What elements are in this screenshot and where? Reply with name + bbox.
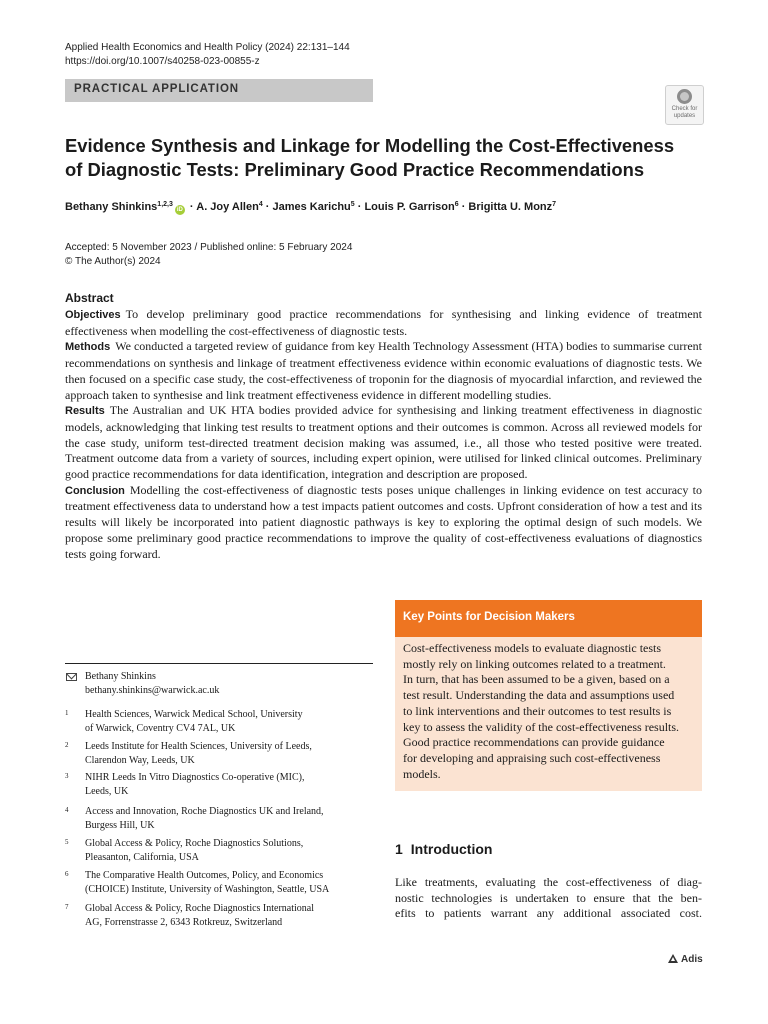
key-points-line: In turn, that has been assumed to be a given, based on a <box>403 672 670 687</box>
check-for-updates-icon <box>677 89 692 104</box>
author-list <box>65 201 556 215</box>
author-separator: · <box>354 201 365 213</box>
abstract-section-text: To develop preliminary good practice recommendations for synthesising and linking evidence of treatment effectiveness when modelling the cost-effectiveness of diagnostic tests. <box>65 307 702 338</box>
affiliation-number: 4 <box>65 806 69 814</box>
introduction-text <box>395 875 702 922</box>
abstract-section-text: Modelling the cost-effectiveness of diagnostic tests poses unique challenges in linking evidence on test accuracy to treatment effectiveness data to understand how a test impacts patient outcomes and costs. Upfront consideration of how a test and its results will likely be incorporated into patient diagnostic pathways is key to exploring the optimal design of such models. We propose some preliminary good practice recommendations to improve the quality of cost-effectiveness evaluations of diagnostics tests going forward. <box>65 482 702 561</box>
key-points-box <box>395 600 702 791</box>
publisher-logo <box>668 954 703 965</box>
author-affiliation-marks: 7 <box>552 201 557 208</box>
key-points-text <box>403 641 695 782</box>
copyright-notice: © The Author(s) 2024 <box>65 256 161 267</box>
affiliation-number: 2 <box>65 741 69 749</box>
title-line-2: of Diagnostic Tests: Preliminary Good Practice Recommendations <box>65 159 645 180</box>
author-separator: · <box>186 201 197 213</box>
affiliation-number: 1 <box>65 709 69 717</box>
abstract-methods <box>65 339 702 403</box>
abstract-section-label: Objectives <box>65 309 121 321</box>
key-points-title: Key Points for Decision Makers <box>403 611 575 623</box>
author-separator: · <box>262 201 273 213</box>
section-title: Introduction <box>410 841 493 857</box>
check-for-updates-badge[interactable] <box>665 85 704 125</box>
orcid-icon[interactable]: iD <box>176 207 183 213</box>
affiliation-number: 7 <box>65 903 69 911</box>
author-name[interactable]: Bethany Shinkins <box>65 201 158 213</box>
body-line: efits to patients warrant any additional associated cost. <box>395 906 702 921</box>
publication-dates <box>65 241 352 269</box>
check-for-updates-label: Check for updates <box>671 106 698 119</box>
abstract-objectives <box>65 307 702 339</box>
adis-logo-icon <box>668 954 678 963</box>
affiliation-number: 5 <box>65 838 69 846</box>
author-affiliation-marks: 4 <box>258 201 263 208</box>
author-name[interactable]: Louis P. Garrison <box>364 201 455 213</box>
key-points-line: mostly rely on linking outcomes related to a treatment. <box>403 656 666 671</box>
key-points-line: test result. Understanding the data and assumptions used <box>403 688 675 703</box>
corresponding-author-name: Bethany Shinkins <box>85 671 156 682</box>
author-affiliation-marks: 1,2,3 <box>157 201 173 208</box>
abstract-results <box>65 403 702 483</box>
abstract-section-label: Results <box>65 405 105 418</box>
envelope-icon <box>66 673 77 681</box>
author-affiliation-marks: 6 <box>454 201 459 208</box>
doi-link[interactable]: https://doi.org/10.1007/s40258-023-00855-z <box>65 56 260 67</box>
abstract-section-label: Methods <box>65 341 111 354</box>
key-points-line: to link interventions and their outcomes to test results is <box>403 703 672 718</box>
body-line: Like treatments, evaluating the cost-effectiveness of diag- <box>395 875 702 889</box>
affiliation-number: 3 <box>65 772 69 780</box>
journal-citation: Applied Health Economics and Health Policy (2024) 22:131–144 <box>65 42 350 53</box>
publisher-name: Adis <box>681 954 703 965</box>
body-line: nostic technologies is undertaken to ensure that the ben- <box>395 890 702 905</box>
section-number: 1 <box>395 841 403 857</box>
section-bar <box>65 79 373 102</box>
key-points-line: for developing and appraising such cost-effectiveness <box>403 750 661 765</box>
abstract-body <box>65 307 702 562</box>
abstract-section-text: The Australian and UK HTA bodies provided advice for synthesising and linking treatment effectiveness in diagnostic models, acknowledging that linking test results to treatment options and their outcomes is common. Across all reviewed models for the case study, uniform test-directed treatment decision making was assumed, i.e., all those who tested positive were treated. Treatment outcome data from a variety of sources, including expert opinion, were utilised for linked clinical outcomes. Preliminary good practice recommendations for data identification, integration and description are proposed. <box>65 403 702 482</box>
journal-header <box>65 41 350 69</box>
key-points-line: Cost-effectiveness models to evaluate diagnostic tests <box>403 641 662 655</box>
affiliation-number: 6 <box>65 870 69 878</box>
author-name[interactable]: Brigitta U. Monz <box>468 201 553 213</box>
key-points-header <box>395 600 702 637</box>
author-name[interactable]: A. Joy Allen <box>196 201 259 213</box>
title-line-1: Evidence Synthesis and Linkage for Modelling the Cost‑Effectiveness <box>65 135 675 156</box>
article-title <box>65 134 705 182</box>
abstract-conclusion <box>65 483 702 563</box>
abstract-section-text: We conducted a targeted review of guidance from key Health Technology Assessment (HTA) bodies to summarise current recommendations on synthesis and linkage of treatment effectiveness evidence within economic evaluations of diagnostic tests. We then focused on a specific case study, the cost-effectiveness of troponin for the diagnosis of myocardial infarction, and reviewed the approach taken to synthesise and link treatment effectiveness evidence in different modelling studies. <box>65 339 702 402</box>
author-name[interactable]: James Karichu <box>272 201 351 213</box>
author-separator: · <box>458 201 469 213</box>
author-affiliation-marks: 5 <box>350 201 355 208</box>
key-points-line: models. <box>403 766 441 781</box>
key-points-line: key to assess the validity of the cost-effectiveness results. <box>403 719 680 734</box>
footnote-divider <box>65 663 373 664</box>
abstract-section-label: Conclusion <box>65 484 125 497</box>
accepted-published-dates: Accepted: 5 November 2023 / Published online: 5 February 2024 <box>65 242 353 253</box>
corresponding-author-email[interactable]: bethany.shinkins@warwick.ac.uk <box>85 685 220 696</box>
key-points-line: Good practice recommendations can provide guidance <box>403 735 665 750</box>
abstract-heading: Abstract <box>65 291 114 305</box>
section-label: PRACTICAL APPLICATION <box>74 83 239 95</box>
section-heading-introduction <box>395 841 492 857</box>
